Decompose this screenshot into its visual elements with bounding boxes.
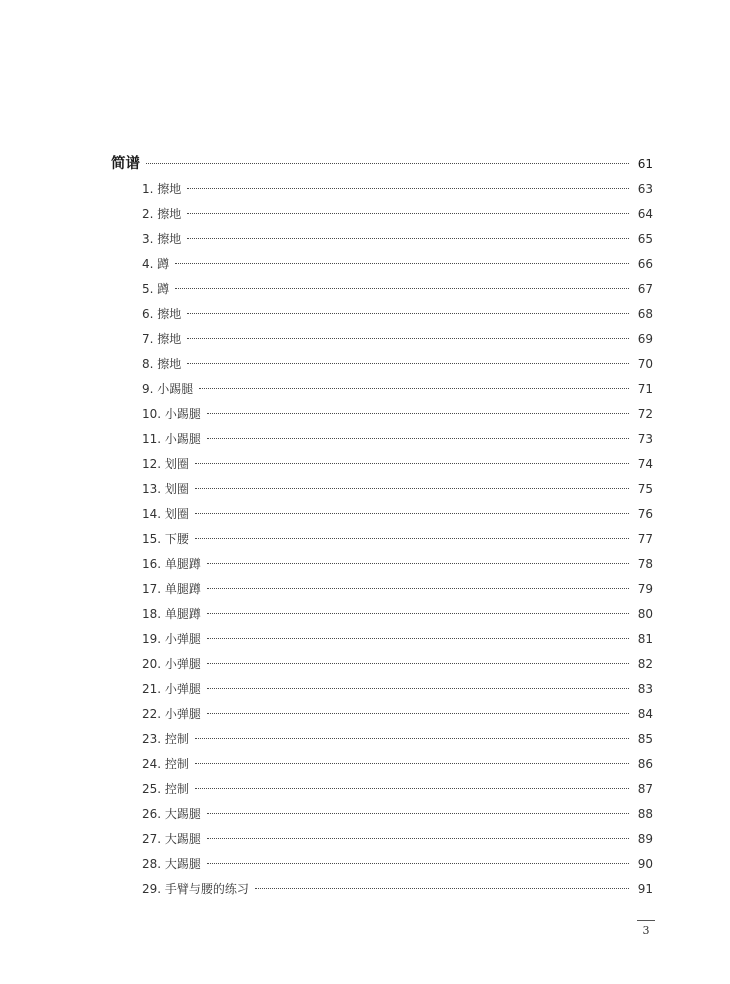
- toc-entry-label: 7. 擦地: [142, 332, 182, 346]
- toc-entry-page: 67: [637, 282, 653, 296]
- toc-entry[interactable]: [142, 580, 653, 600]
- toc-entry-label: 10. 小踢腿: [142, 407, 201, 421]
- toc-entry-page: 91: [637, 882, 653, 896]
- dot-leader: [175, 288, 629, 289]
- toc-entry-label: 23. 控制: [142, 732, 189, 746]
- toc-heading-label: 简谱: [111, 156, 140, 172]
- toc-entry[interactable]: [142, 780, 653, 800]
- toc-entry[interactable]: [142, 630, 653, 650]
- toc-entry-page: 80: [637, 607, 653, 621]
- dot-leader: [195, 538, 629, 539]
- toc-entry-label: 12. 划圈: [142, 457, 189, 471]
- toc-entry-label: 25. 控制: [142, 782, 189, 796]
- dot-leader: [195, 788, 629, 789]
- toc-entry-page: 71: [637, 382, 653, 396]
- toc-entry[interactable]: [142, 355, 653, 375]
- toc-entry-label: 11. 小踢腿: [142, 432, 201, 446]
- toc-entry-label: 3. 擦地: [142, 232, 182, 246]
- toc-entry[interactable]: [142, 730, 653, 750]
- toc-entry[interactable]: [142, 505, 653, 525]
- toc-entry[interactable]: [142, 430, 653, 450]
- toc-entry-page: 69: [637, 332, 653, 346]
- toc-entry[interactable]: [142, 680, 653, 700]
- toc-entry-label: 4. 蹲: [142, 257, 170, 271]
- dot-leader: [195, 738, 629, 739]
- toc-entry-label: 8. 擦地: [142, 357, 182, 371]
- toc-heading-page: 61: [637, 157, 653, 171]
- dot-leader: [146, 163, 629, 164]
- toc-entry-label: 1. 擦地: [142, 182, 182, 196]
- toc-entry-label: 14. 划圈: [142, 507, 189, 521]
- dot-leader: [195, 463, 629, 464]
- dot-leader: [187, 338, 629, 339]
- dot-leader: [195, 763, 629, 764]
- toc-entry[interactable]: [142, 280, 653, 300]
- toc-entry-label: 29. 手臂与腰的练习: [142, 882, 249, 896]
- dot-leader: [187, 363, 629, 364]
- dot-leader: [207, 688, 629, 689]
- dot-leader: [195, 488, 629, 489]
- toc-entry-label: 2. 擦地: [142, 207, 182, 221]
- dot-leader: [207, 413, 629, 414]
- toc-entry[interactable]: [142, 305, 653, 325]
- toc-entry-page: 88: [637, 807, 653, 821]
- dot-leader: [187, 213, 629, 214]
- toc-entry[interactable]: [142, 205, 653, 225]
- toc-entry[interactable]: [142, 230, 653, 250]
- toc-entry-page: 87: [637, 782, 653, 796]
- toc-entry-page: 65: [637, 232, 653, 246]
- toc-entry-label: 15. 下腰: [142, 532, 189, 546]
- toc-entry-label: 21. 小弹腿: [142, 682, 201, 696]
- toc-entry-page: 84: [637, 707, 653, 721]
- toc-entry-page: 63: [637, 182, 653, 196]
- toc-entry[interactable]: [142, 180, 653, 200]
- toc-entry-page: 82: [637, 657, 653, 671]
- toc-heading-row[interactable]: [111, 152, 653, 174]
- dot-leader: [207, 663, 629, 664]
- toc-entry-page: 81: [637, 632, 653, 646]
- dot-leader: [187, 238, 629, 239]
- toc-entry-page: 72: [637, 407, 653, 421]
- toc-entry-page: 76: [637, 507, 653, 521]
- toc-entry-label: 5. 蹲: [142, 282, 170, 296]
- dot-leader: [207, 713, 629, 714]
- toc-entry-label: 20. 小弹腿: [142, 657, 201, 671]
- dot-leader: [195, 513, 629, 514]
- toc-entry-label: 19. 小弹腿: [142, 632, 201, 646]
- toc-entry-label: 18. 单腿蹲: [142, 607, 201, 621]
- toc-entry-page: 75: [637, 482, 653, 496]
- toc-entry-page: 86: [637, 757, 653, 771]
- toc-entry[interactable]: [142, 655, 653, 675]
- dot-leader: [207, 638, 629, 639]
- toc-entry-label: 27. 大踢腿: [142, 832, 201, 846]
- toc-entry-label: 28. 大踢腿: [142, 857, 201, 871]
- toc-entry-page: 83: [637, 682, 653, 696]
- toc-entry-page: 78: [637, 557, 653, 571]
- dot-leader: [175, 263, 629, 264]
- toc-entry[interactable]: [142, 605, 653, 625]
- toc-entry-label: 24. 控制: [142, 757, 189, 771]
- dot-leader: [207, 563, 629, 564]
- dot-leader: [207, 863, 629, 864]
- toc-entry[interactable]: [142, 255, 653, 275]
- dot-leader: [207, 813, 629, 814]
- toc-entry-page: 79: [637, 582, 653, 596]
- toc-entry-page: 66: [637, 257, 653, 271]
- toc-entry-page: 90: [637, 857, 653, 871]
- page-number: 3: [642, 924, 650, 937]
- toc-entry[interactable]: [142, 755, 653, 775]
- toc-entry-page: 89: [637, 832, 653, 846]
- dot-leader: [255, 888, 629, 889]
- toc-entry-label: 9. 小踢腿: [142, 382, 194, 396]
- dot-leader: [199, 388, 629, 389]
- toc-entry-page: 70: [637, 357, 653, 371]
- toc-entry-label: 22. 小弹腿: [142, 707, 201, 721]
- dot-leader: [207, 838, 629, 839]
- dot-leader: [207, 588, 629, 589]
- toc-entry[interactable]: [142, 530, 653, 550]
- toc-entry-label: 17. 单腿蹲: [142, 582, 201, 596]
- toc-entry-page: 74: [637, 457, 653, 471]
- dot-leader: [187, 188, 629, 189]
- toc-entry-label: 6. 擦地: [142, 307, 182, 321]
- toc-entry[interactable]: [142, 405, 653, 425]
- toc-entry[interactable]: [142, 830, 653, 850]
- toc-entry[interactable]: [142, 880, 653, 900]
- toc-entry-page: 77: [637, 532, 653, 546]
- toc-entry[interactable]: [142, 380, 653, 400]
- toc-entry[interactable]: [142, 705, 653, 725]
- toc-entry[interactable]: [142, 855, 653, 875]
- toc-entry-label: 13. 划圈: [142, 482, 189, 496]
- toc-entry-label: 26. 大踢腿: [142, 807, 201, 821]
- toc-entry[interactable]: [142, 330, 653, 350]
- folio-rule: [637, 920, 655, 921]
- toc-entry-page: 64: [637, 207, 653, 221]
- toc-entry[interactable]: [142, 805, 653, 825]
- toc-entry[interactable]: [142, 455, 653, 475]
- toc-entry-page: 68: [637, 307, 653, 321]
- toc-entry-label: 16. 单腿蹲: [142, 557, 201, 571]
- toc-entry-page: 85: [637, 732, 653, 746]
- dot-leader: [187, 313, 629, 314]
- toc-entry-page: 73: [637, 432, 653, 446]
- toc-entry[interactable]: [142, 555, 653, 575]
- dot-leader: [207, 613, 629, 614]
- toc-entry[interactable]: [142, 480, 653, 500]
- dot-leader: [207, 438, 629, 439]
